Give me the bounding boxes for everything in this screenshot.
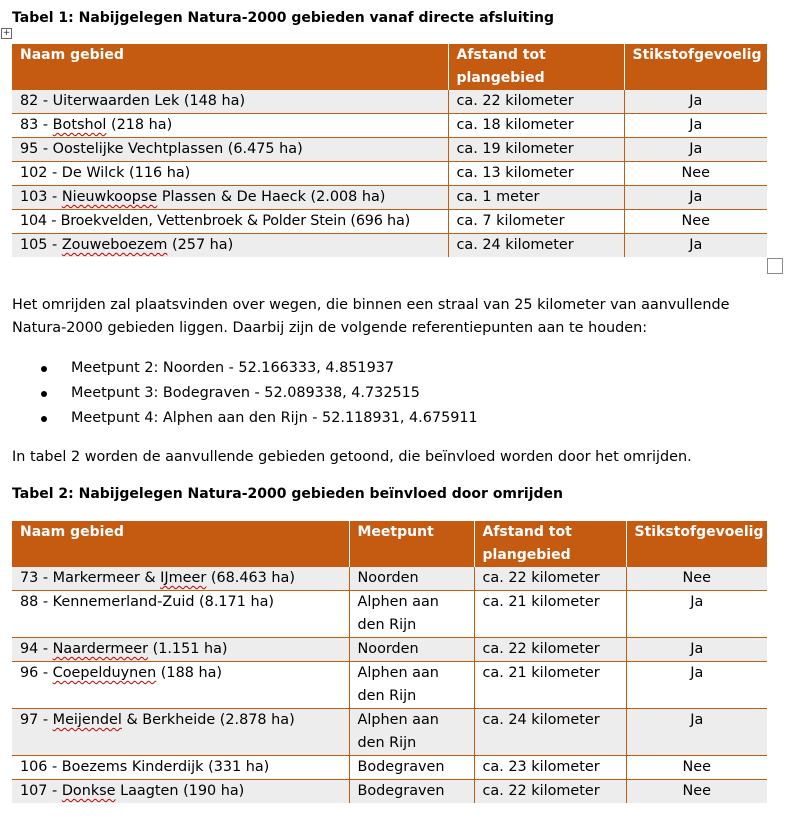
table2-cell-naam <box>12 780 349 804</box>
table2-header-stikstof: Stikstofgevoelig <box>626 521 767 567</box>
meetpunt-text: Meetpunt 3: Bodegraven - 52.089338, 4.732515 <box>71 385 420 401</box>
table1-caption: Tabel 1: Nabijgelegen Natura-2000 gebieden vanaf directe afsluiting <box>12 10 555 26</box>
table-row <box>12 638 767 662</box>
table1-cell-afstand: ca. 18 kilometer <box>448 114 624 138</box>
table2-caption: Tabel 2: Nabijgelegen Natura-2000 gebieden beïnvloed door omrijden <box>12 486 564 502</box>
table-move-handle-icon[interactable]: + <box>2 28 11 38</box>
table2-cell-meetpunt: Noorden <box>349 638 474 662</box>
table1-cell-stikstof: Nee <box>624 162 767 186</box>
table2-cell-stikstof: Nee <box>626 567 767 591</box>
table1-cell-stikstof: Ja <box>624 234 767 258</box>
table2-cell-meetpunt: Alphen aan den Rijn <box>349 662 474 709</box>
table2-cell-stikstof: Ja <box>626 638 767 662</box>
table1-cell-afstand: ca. 22 kilometer <box>448 90 624 114</box>
table2-cell-afstand: ca. 24 kilometer <box>474 709 626 756</box>
table2-cell-meetpunt: Bodegraven <box>349 756 474 780</box>
bullet-icon <box>41 391 47 397</box>
table2-cell-afstand: ca. 21 kilometer <box>474 591 626 638</box>
row-number: 107 - <box>20 783 62 799</box>
meetpunt-text: Meetpunt 4: Alphen aan den Rijn - 52.118931, 4.675911 <box>71 410 478 426</box>
list-item <box>12 357 478 382</box>
table-row <box>12 234 767 258</box>
row-rest: Laagten (190 ha) <box>115 783 245 799</box>
table1-cell-afstand: ca. 7 kilometer <box>448 210 624 234</box>
table2-cell-afstand: ca. 22 kilometer <box>474 780 626 804</box>
table-row <box>12 162 767 186</box>
row-number: 103 - <box>20 189 62 205</box>
table1-cell-stikstof: Ja <box>624 186 767 210</box>
row-rest: Plassen & De Haeck (2.008 ha) <box>157 189 386 205</box>
row-rest: & Berkheide (2.878 ha) <box>121 712 295 728</box>
table1-cell-stikstof: Ja <box>624 138 767 162</box>
table1-cell-afstand: ca. 13 kilometer <box>448 162 624 186</box>
row-number: 94 - <box>20 641 53 657</box>
table2-cell-naam <box>12 662 349 709</box>
meetpunt-list <box>12 357 478 432</box>
bullet-icon <box>41 366 47 372</box>
table1-header-stikstof: Stikstofgevoelig <box>624 44 767 90</box>
table2-cell-naam <box>12 567 349 591</box>
spellcheck-word: Meijendel <box>52 712 122 728</box>
table2-cell-naam <box>12 709 349 756</box>
table-row <box>12 138 767 162</box>
spellcheck-word: Donkse <box>61 783 116 799</box>
list-item <box>12 382 478 407</box>
row-number: 96 - <box>20 665 53 681</box>
table-row <box>12 756 767 780</box>
table1-header-row <box>12 44 767 90</box>
spellcheck-word: Nieuwkoopse <box>61 189 158 205</box>
table-row <box>12 662 767 709</box>
table2-cell-meetpunt: Bodegraven <box>349 780 474 804</box>
table2-header-naam: Naam gebied <box>12 521 349 567</box>
table1-cell-naam: 102 - De Wilck (116 ha) <box>12 162 448 186</box>
row-number: 97 - <box>20 712 53 728</box>
table-row <box>12 591 767 638</box>
table1-header-afstand: Afstand tot plangebied <box>448 44 624 90</box>
table2-cell-naam: 106 - Boezems Kinderdijk (331 ha) <box>12 756 349 780</box>
table1-cell-naam <box>12 234 448 258</box>
table1-cell-naam <box>12 114 448 138</box>
table2-cell-stikstof: Nee <box>626 756 767 780</box>
spellcheck-word: Zouweboezem <box>61 237 168 253</box>
row-text: 73 - Markermeer & <box>20 570 161 586</box>
spellcheck-word: Botshol <box>52 117 107 133</box>
table2-header-row <box>12 521 767 567</box>
table-row <box>12 186 767 210</box>
table1-cell-naam: 95 - Oostelijke Vechtplassen (6.475 ha) <box>12 138 448 162</box>
table1-cell-naam <box>12 186 448 210</box>
table1-cell-afstand: ca. 1 meter <box>448 186 624 210</box>
table-row <box>12 90 767 114</box>
row-area: (68.463 ha) <box>206 570 295 586</box>
table2-cell-stikstof: Ja <box>626 662 767 709</box>
table-row <box>12 709 767 756</box>
table1 <box>12 44 767 257</box>
table1-header-naam: Naam gebied <box>12 44 448 90</box>
row-area: (1.151 ha) <box>148 641 228 657</box>
table2-cell-stikstof: Ja <box>626 709 767 756</box>
table1-cell-afstand: ca. 19 kilometer <box>448 138 624 162</box>
row-number: 105 - <box>20 237 62 253</box>
table2-cell-meetpunt: Alphen aan den Rijn <box>349 591 474 638</box>
row-area: (257 ha) <box>167 237 234 253</box>
table1-cell-stikstof: Nee <box>624 210 767 234</box>
table1-cell-stikstof: Ja <box>624 114 767 138</box>
table2-cell-meetpunt: Alphen aan den Rijn <box>349 709 474 756</box>
table1-cell-afstand: ca. 24 kilometer <box>448 234 624 258</box>
spellcheck-word: Coepelduynen <box>52 665 157 681</box>
spellcheck-word: IJmeer <box>160 570 207 586</box>
paragraph-tabel2-intro: In tabel 2 worden de aanvullende gebieden getoond, die beïnvloed worden door het omrijden. <box>12 449 692 465</box>
table2-header-afstand: Afstand tot plangebied <box>474 521 626 567</box>
table2-cell-afstand: ca. 22 kilometer <box>474 567 626 591</box>
paragraph-omrijden: Het omrijden zal plaatsvinden over wegen, die binnen een straal van 25 kilometer van aanvullende Natura-2000 gebieden liggen. Daarbij zijn de volgende referentiepunten aan te houden: <box>12 297 730 336</box>
table-row <box>12 210 767 234</box>
table2-cell-afstand: ca. 23 kilometer <box>474 756 626 780</box>
list-item <box>12 407 478 432</box>
bullet-icon <box>41 416 47 422</box>
table2-cell-stikstof: Nee <box>626 780 767 804</box>
table2-cell-afstand: ca. 22 kilometer <box>474 638 626 662</box>
table2 <box>12 521 767 803</box>
row-area: (218 ha) <box>106 117 173 133</box>
row-area: (188 ha) <box>156 665 223 681</box>
table2-header-meetpunt: Meetpunt <box>349 521 474 567</box>
table-row <box>12 114 767 138</box>
row-number: 83 - <box>20 117 53 133</box>
meetpunt-text: Meetpunt 2: Noorden - 52.166333, 4.851937 <box>71 360 395 376</box>
table2-cell-afstand: ca. 21 kilometer <box>474 662 626 709</box>
table2-cell-meetpunt: Noorden <box>349 567 474 591</box>
spellcheck-word: Naardermeer <box>52 641 149 657</box>
table2-cell-stikstof: Ja <box>626 591 767 638</box>
table2-cell-naam <box>12 638 349 662</box>
table1-cell-naam: 104 - Broekvelden, Vettenbroek & Polder Stein (696 ha) <box>12 210 448 234</box>
table-row <box>12 780 767 804</box>
table2-cell-naam: 88 - Kennemerland-Zuid (8.171 ha) <box>12 591 349 638</box>
table1-cell-naam: 82 - Uiterwaarden Lek (148 ha) <box>12 90 448 114</box>
table-resize-handle-icon[interactable] <box>767 258 783 274</box>
table-row <box>12 567 767 591</box>
table1-cell-stikstof: Ja <box>624 90 767 114</box>
